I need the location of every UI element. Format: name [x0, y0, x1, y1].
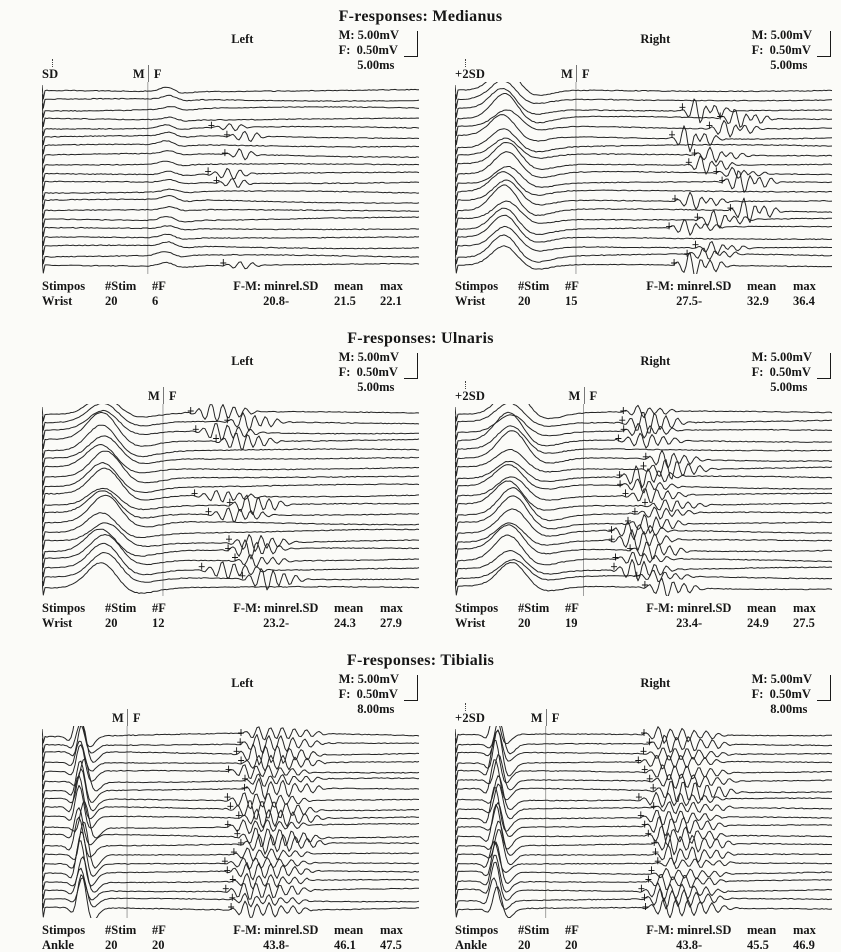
- calibration-lines: [752, 672, 812, 717]
- calibration-lines: [752, 350, 812, 395]
- stats-value-cell: Wrist: [455, 294, 486, 308]
- stats-value-row: [455, 938, 833, 952]
- section-title: F-responses: Ulnaris: [347, 330, 494, 347]
- stats-value-cell: 20: [105, 938, 118, 952]
- mf-divider-icon: [576, 65, 577, 82]
- sd-marker-label: +2SD: [455, 711, 486, 725]
- calibration-f-gain: F: 0.50mV: [751, 43, 811, 57]
- stats-value-cell: 20: [152, 938, 165, 952]
- stats-value-cell: 43.8: [263, 938, 285, 952]
- calibration-f-gain: F: 0.50mV: [338, 687, 398, 701]
- stats-header-cell: max: [793, 279, 816, 293]
- stats-value-row: [455, 294, 833, 308]
- sd-marker-tick-icon: [52, 59, 53, 67]
- stats-header-cell: rel.SD: [285, 923, 319, 937]
- trace-panel: [42, 28, 420, 308]
- panel-header: [455, 350, 833, 404]
- calibration-timebase: 5.00ms: [770, 58, 808, 72]
- stats-header-cell: #F: [565, 601, 579, 615]
- calibration-timebase: 8.00ms: [770, 702, 808, 716]
- trace-panel: [455, 28, 833, 308]
- waveform-traces: [455, 404, 833, 596]
- mf-divider-icon: [127, 709, 128, 726]
- stats-header-cell: mean: [334, 923, 364, 937]
- calibration-lines: [339, 672, 399, 717]
- side-label: Left: [231, 32, 254, 46]
- stats-header-cell: Stimpos: [455, 601, 499, 615]
- stats-header-cell: max: [380, 601, 403, 615]
- stats-header-row: [42, 279, 420, 293]
- stats-header-row: [455, 279, 833, 293]
- m-region-label: M: [568, 389, 581, 403]
- stats-value-cell: 46.1: [334, 938, 356, 952]
- f-region-label: F: [589, 389, 598, 403]
- stats-value-cell: 24.9: [747, 616, 769, 630]
- m-region-label: M: [132, 67, 145, 81]
- stats-header-cell: rel.SD: [285, 279, 319, 293]
- waveform-traces: [455, 82, 833, 274]
- mf-divider-icon: [584, 387, 585, 404]
- stats-value-row: [42, 938, 420, 952]
- f-wave-stats-table: [42, 601, 420, 630]
- m-region-label: M: [560, 67, 573, 81]
- stats-header-cell: #Stim: [105, 923, 137, 937]
- stats-value-cell: 15: [565, 294, 578, 308]
- panel-header: [455, 28, 833, 82]
- stats-value-cell: 23.4: [676, 616, 698, 630]
- stats-value-cell: -: [285, 616, 290, 630]
- stats-header-cell: F-M: min: [646, 279, 698, 293]
- sd-marker-tick-icon: [465, 59, 466, 67]
- stats-value-cell: 23.2: [263, 616, 285, 630]
- calibration-m-gain: M: 5.00mV: [338, 672, 399, 686]
- trace-panel: [42, 672, 420, 952]
- sd-marker-tick-icon: [465, 703, 466, 711]
- side-label: Left: [231, 354, 254, 368]
- calibration-f-gain: F: 0.50mV: [338, 365, 398, 379]
- stats-value-cell: 43.8: [676, 938, 698, 952]
- m-region-label: M: [530, 711, 543, 725]
- calibration-block: [339, 350, 418, 395]
- stats-header-cell: rel.SD: [698, 601, 732, 615]
- stats-value-cell: 45.5: [747, 938, 769, 952]
- stats-value-cell: 20: [105, 294, 118, 308]
- stats-header-cell: Stimpos: [42, 279, 86, 293]
- waveform-traces: [42, 726, 420, 918]
- stats-value-cell: 21.5: [334, 294, 356, 308]
- stats-value-cell: 47.5: [380, 938, 402, 952]
- stats-header-cell: #F: [565, 923, 579, 937]
- stats-header-cell: F-M: min: [233, 279, 285, 293]
- panel-header: [42, 28, 420, 82]
- f-region-label: F: [581, 67, 590, 81]
- stats-value-cell: Wrist: [455, 616, 486, 630]
- stats-header-row: [42, 923, 420, 937]
- trace-panel: [42, 350, 420, 630]
- stats-header-cell: #Stim: [518, 601, 550, 615]
- f-wave-stats-table: [42, 279, 420, 308]
- panels-row: [0, 672, 841, 952]
- stats-header-cell: max: [793, 601, 816, 615]
- stats-header-cell: #F: [152, 923, 166, 937]
- mf-divider-icon: [546, 709, 547, 726]
- sd-marker-label: +2SD: [455, 67, 486, 81]
- stats-header-row: [455, 601, 833, 615]
- stats-header-cell: F-M: min: [646, 601, 698, 615]
- stats-header-row: [42, 601, 420, 615]
- waveform-traces: [455, 726, 833, 918]
- stats-header-cell: F-M: min: [233, 923, 285, 937]
- calibration-block: [752, 28, 831, 73]
- stats-value-cell: Wrist: [42, 616, 73, 630]
- stats-header-cell: Stimpos: [455, 279, 499, 293]
- stats-value-cell: 32.9: [747, 294, 769, 308]
- sd-marker-tick-icon: [465, 381, 466, 389]
- side-label: Right: [640, 676, 671, 690]
- calibration-lines: [339, 28, 399, 73]
- f-region-label: F: [153, 67, 162, 81]
- panel-header: [42, 672, 420, 726]
- stats-header-cell: #Stim: [105, 279, 137, 293]
- stats-header-cell: rel.SD: [698, 279, 732, 293]
- stats-value-cell: 27.9: [380, 616, 402, 630]
- calibration-m-gain: M: 5.00mV: [751, 28, 812, 42]
- stats-header-cell: F-M: min: [646, 923, 698, 937]
- calibration-lines: [339, 350, 399, 395]
- f-region-label: F: [133, 711, 141, 725]
- stats-header-cell: Stimpos: [455, 923, 499, 937]
- stats-header-cell: #F: [152, 601, 166, 615]
- stats-value-cell: 24.3: [334, 616, 356, 630]
- stats-value-cell: 20: [518, 294, 531, 308]
- f-region-label: F: [168, 389, 177, 403]
- calibration-lines: [752, 28, 812, 73]
- stats-value-cell: 46.9: [793, 938, 815, 952]
- calibration-timebase: 5.00ms: [357, 380, 395, 394]
- section-title: F-responses: Tibialis: [346, 652, 495, 669]
- stats-value-cell: Ankle: [42, 938, 74, 952]
- calibration-bracket-icon: [404, 353, 418, 379]
- stats-value-cell: 19: [565, 616, 578, 630]
- mf-divider-icon: [163, 387, 164, 404]
- calibration-block: [752, 350, 831, 395]
- panels-row: [0, 350, 841, 630]
- trace-panel: [455, 350, 833, 630]
- m-region-label: M: [147, 389, 160, 403]
- stats-value-cell: 20: [105, 616, 118, 630]
- side-label: Right: [640, 354, 671, 368]
- calibration-bracket-icon: [817, 353, 831, 379]
- stats-header-row: [455, 923, 833, 937]
- stats-header-cell: #Stim: [105, 601, 137, 615]
- calibration-bracket-icon: [404, 675, 418, 701]
- waveform-traces: [42, 82, 420, 274]
- stats-header-cell: mean: [747, 279, 777, 293]
- stats-value-cell: 20: [518, 616, 531, 630]
- stats-value-cell: -: [698, 294, 703, 308]
- f-wave-stats-table: [455, 601, 833, 630]
- stats-header-cell: max: [793, 923, 816, 937]
- panels-row: [0, 28, 841, 308]
- calibration-timebase: 8.00ms: [357, 702, 395, 716]
- stats-header-cell: rel.SD: [285, 601, 319, 615]
- stats-header-cell: #F: [565, 279, 579, 293]
- stats-value-cell: 27.5: [793, 616, 815, 630]
- stats-value-cell: 20: [565, 938, 578, 952]
- stats-header-cell: mean: [747, 601, 777, 615]
- stats-header-cell: mean: [334, 601, 364, 615]
- calibration-f-gain: F: 0.50mV: [751, 687, 811, 701]
- stats-value-cell: Ankle: [455, 938, 487, 952]
- f-wave-stats-table: [455, 923, 833, 952]
- calibration-m-gain: M: 5.00mV: [338, 350, 399, 364]
- stats-value-cell: 12: [152, 616, 165, 630]
- m-region-label: M: [112, 711, 124, 725]
- calibration-m-gain: M: 5.00mV: [751, 350, 812, 364]
- stats-header-cell: max: [380, 923, 403, 937]
- panel-header: [455, 672, 833, 726]
- stats-value-cell: 36.4: [793, 294, 815, 308]
- calibration-block: [339, 672, 418, 717]
- stats-value-row: [455, 616, 833, 630]
- nerve-section: [0, 8, 841, 308]
- side-label: Right: [640, 32, 671, 46]
- calibration-f-gain: F: 0.50mV: [338, 43, 398, 57]
- side-label: Left: [231, 676, 254, 690]
- stats-value-cell: 22.1: [380, 294, 402, 308]
- stats-value-row: [42, 616, 420, 630]
- nerve-section: [0, 652, 841, 952]
- stats-value-cell: Wrist: [42, 294, 73, 308]
- mf-divider-icon: [148, 65, 149, 82]
- calibration-bracket-icon: [404, 31, 418, 57]
- calibration-timebase: 5.00ms: [770, 380, 808, 394]
- f-wave-stats-table: [42, 923, 420, 952]
- sd-marker-label: SD: [42, 67, 59, 81]
- stats-header-cell: mean: [334, 279, 364, 293]
- calibration-m-gain: M: 5.00mV: [338, 28, 399, 42]
- stats-value-cell: 27.5: [676, 294, 698, 308]
- calibration-f-gain: F: 0.50mV: [751, 365, 811, 379]
- f-wave-stats-table: [455, 279, 833, 308]
- calibration-block: [752, 672, 831, 717]
- stats-value-cell: -: [285, 294, 290, 308]
- stats-header-cell: mean: [747, 923, 777, 937]
- section-title: F-responses: Medianus: [338, 8, 503, 25]
- trace-panel: [455, 672, 833, 952]
- stats-header-cell: #F: [152, 279, 166, 293]
- nerve-section: [0, 330, 841, 630]
- stats-value-row: [42, 294, 420, 308]
- stats-header-cell: Stimpos: [42, 923, 86, 937]
- stats-header-cell: rel.SD: [698, 923, 732, 937]
- sd-marker-label: +2SD: [455, 389, 486, 403]
- calibration-block: [339, 28, 418, 73]
- stats-header-cell: F-M: min: [233, 601, 285, 615]
- stats-value-cell: -: [285, 938, 290, 952]
- stats-value-cell: 6: [152, 294, 159, 308]
- calibration-bracket-icon: [817, 31, 831, 57]
- stats-value-cell: -: [698, 938, 703, 952]
- panel-header: [42, 350, 420, 404]
- calibration-timebase: 5.00ms: [357, 58, 395, 72]
- calibration-bracket-icon: [817, 675, 831, 701]
- stats-value-cell: 20: [518, 938, 531, 952]
- stats-value-cell: 20.8: [263, 294, 285, 308]
- f-region-label: F: [551, 711, 560, 725]
- calibration-m-gain: M: 5.00mV: [751, 672, 812, 686]
- stats-header-cell: #Stim: [518, 923, 550, 937]
- stats-header-cell: #Stim: [518, 279, 550, 293]
- stats-header-cell: max: [380, 279, 403, 293]
- stats-value-cell: -: [698, 616, 703, 630]
- stats-header-cell: Stimpos: [42, 601, 86, 615]
- waveform-traces: [42, 404, 420, 596]
